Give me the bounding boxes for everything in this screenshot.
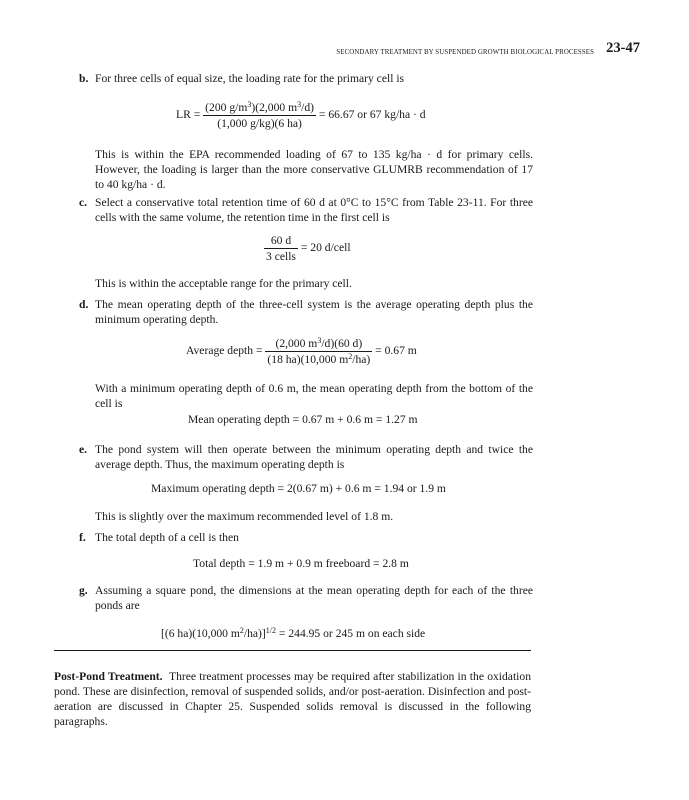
page-number: 23-47 [606,40,640,56]
paragraph: With a minimum operating depth of 0.6 m, the mean operating depth from the bottom of the cell is [95,382,533,410]
fraction-denominator: 3 cells [266,250,296,263]
step-label: f. [79,531,86,544]
average-depth-equation [186,336,417,367]
mean-depth-equation: Mean operating depth = 0.67 m + 0.6 m = 1.27 m [188,413,418,426]
step-label: g. [79,584,88,597]
fraction-numerator: (200 $g/m^3)(2,000$ $m^3/d$) [205,100,314,114]
step-c [79,195,533,225]
fraction-numerator: (2,000 $m^3/d)(60$ d) [265,336,372,352]
step-b [79,71,533,86]
equation-fraction [264,233,298,264]
equation-result: = 66.67 or 67 kg/ha · d [318,108,426,122]
step-d [79,297,533,327]
paragraph: This is slightly over the maximum recommended level of 1.8 m. [95,510,394,523]
step-g [79,583,533,613]
pond-dimension-equation: [(6 ha)(10,000 $m^2/ha)]^{1/2} = 244.95$ or 245 m on each side [161,626,426,640]
fraction-denominator: (18 ha)(10,000 $m^2/ha$) [267,352,371,366]
max-depth-equation: Maximum operating depth = 2(0.67 m) + 0.6 m = 1.94 or 1.9 m [151,482,446,495]
step-e [79,442,533,472]
step-f [79,530,533,545]
step-text: The pond system will then operate between the minimum operating depth and twice the average depth. Thus, the maximum operating depth is [95,443,533,471]
equation-fraction [265,336,372,367]
equation-result: = 20 d/cell [300,241,351,255]
equation-fraction [203,100,316,131]
section-body: Three treatment processes may be required after stabilization in the oxidation pond. These are disinfection, removal of suspended solids, and/or post-aeration. Disinfection and post-aeration are discussed in Chapter 25. Suspended solids removal is discussed in the following paragraphs. [54,670,531,728]
equation-result: = 0.67 m [375,344,417,358]
retention-time-equation [264,233,351,264]
paragraph: This is within the EPA recommended loading of 67 to 135 kg/ha · d for primary cells. However, the loading is larger than the more conservative GLUMRB recommendation of 17 to 40 kg/ha · d. [95,148,533,191]
step-text: Assuming a square pond, the dimensions at the mean operating depth for each of the three ponds are [95,584,533,612]
section-heading: Post-Pond Treatment. [54,670,163,683]
fraction-numerator: 60 d [264,233,298,249]
step-text: The mean operating depth of the three-cell system is the average operating depth plus the minimum operating depth. [95,298,533,326]
step-text: Select a conservative total retention time of 60 d at 0°C to 15°C from Table 23-11. For three cells with the same volume, the retention time in the first cell is [95,196,533,224]
section-divider [54,650,531,651]
loading-rate-equation [176,100,426,131]
fraction-denominator: (1,000 g/kg)(6 ha) [217,117,302,130]
paragraph: This is within the acceptable range for the primary cell. [95,277,352,290]
post-pond-treatment-paragraph [54,669,531,729]
running-title: SECONDARY TREATMENT BY SUSPENDED GROWTH BIOLOGICAL PROCESSES [336,49,594,56]
running-head [320,42,640,58]
step-label: c. [79,196,88,209]
step-label: b. [79,72,89,85]
step-text: For three cells of equal size, the loading rate for the primary cell is [95,72,405,85]
step-text: The total depth of a cell is then [95,531,239,544]
equation-lhs: Average depth = [186,344,263,358]
total-depth-equation: Total depth = 1.9 m + 0.9 m freeboard = 2.8 m [193,557,409,570]
step-label: d. [79,298,89,311]
step-label: e. [79,443,88,456]
equation-lhs: LR = [176,108,201,122]
